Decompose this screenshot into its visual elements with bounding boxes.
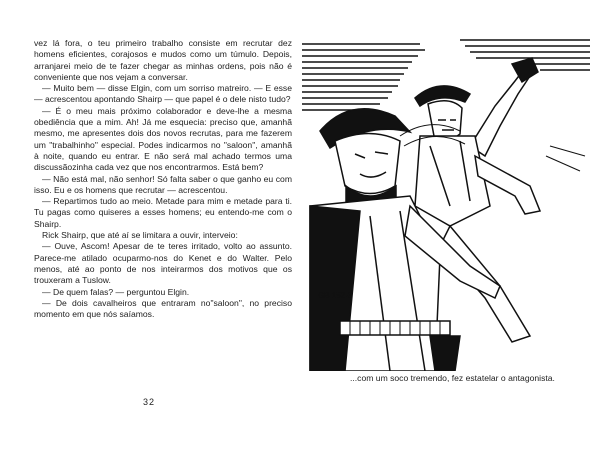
paragraph: — Repartimos tudo ao meio. Metade para mim e metade para ti. Tu pagas como quiseres a esses homens; eu entendo-me com o Shairp. bbox=[34, 196, 292, 229]
artist-signature: GB 152-3 bbox=[318, 291, 353, 300]
paragraph: — Não está mal, não senhor! Só falta saber o que ganho eu com isso. Eu e os homens que recrutar — acrescentou. bbox=[34, 173, 292, 195]
paragraph: vez lá fora, o teu primeiro trabalho consiste em recrutar dez homens eficientes, corajosos e mudos como um túmulo. Depois, arranjarei meio de te fazer chegar as minhas ordens, pois não é conveniente que nos vejam a conversar. bbox=[34, 38, 292, 82]
paragraph: — Muito bem — disse Elgin, com um sorriso matreiro. — E esse — acrescentou apontando Shairp — que papel é o dele nisto tudo? bbox=[34, 83, 292, 105]
right-page bbox=[300, 36, 590, 436]
paragraph: — De dois cavalheiros que entraram no"saloon", no preciso momento em que nós saíamos. bbox=[34, 297, 292, 320]
paragraph: — Ouve, Ascom! Apesar de te teres irritado, volto ao assunto. Parece-me atilado ocuparmo-nos do Kenet e do Walter. Pelo menos, até ao ponto de nos inteirarmos dos motivos que os trouxeram a Tuslow. bbox=[34, 241, 292, 286]
left-page bbox=[34, 38, 292, 408]
speed-lines bbox=[302, 40, 590, 110]
page-number: 32 bbox=[143, 397, 156, 407]
paragraph: — É o meu mais próximo colaborador e deve-lhe a mesma obediência que a mim. Ah! Já me esquecia: preciso que, amanhã mesmo, me apresentes dois dos novos recrutas, para me fazerem um "trabalhinho" especial. Podes indicarmos no "saloon", amanhã à noite, quando eu entrar. E não será mal achado termos uma discussãozinha cada vez que nos encontrarmos. Está bem? bbox=[34, 105, 292, 173]
paragraph: Rick Shairp, que até aí se limitara a ouvir, interveio: bbox=[42, 230, 238, 241]
illustration-caption: ...com um soco tremendo, fez estatelar o antagonista. bbox=[350, 373, 555, 383]
paragraph: — De quem falas? — perguntou Elgin. bbox=[42, 286, 190, 297]
fight-illustration bbox=[300, 36, 590, 371]
